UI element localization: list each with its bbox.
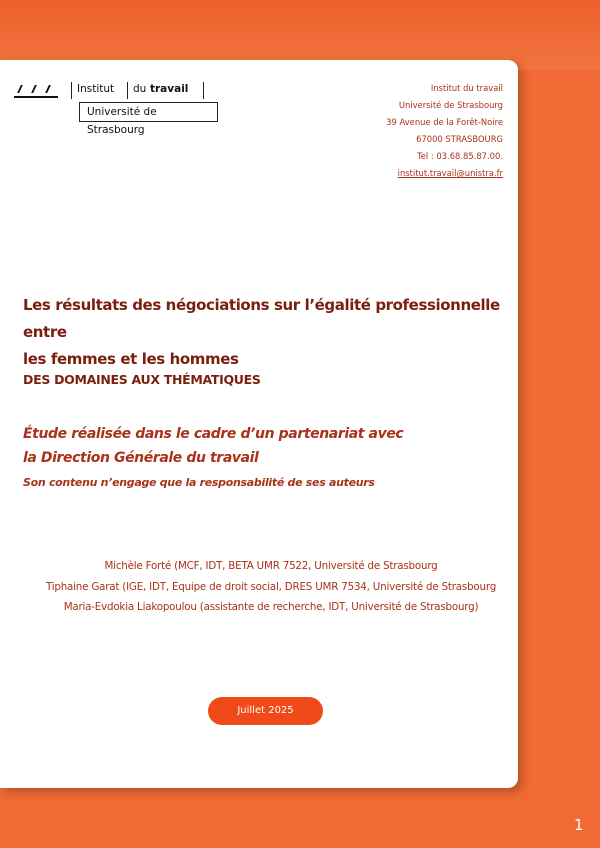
address-line-university: Université de Strasbourg [398,100,503,110]
author-liakopoulou: Maria-Evdokia Liakopoulou (assistante de recherche, IDT, Université de Strasbourg) [63,601,479,613]
address-line-institute: Institut du travail [430,83,503,93]
address-block [386,80,503,182]
institut-logo [13,82,215,136]
author-garat: Tiphaine Garat (IGE, IDT, Equipe de droit social, DRES UMR 7534, Université de Strasbourg [45,580,497,593]
date-badge: Juillet 2025 [208,697,323,725]
document-subtitle: DES DOMAINES AUX THÉMATIQUES [23,372,261,387]
logo-travail-text [127,82,204,99]
logo-universite-text: Université de Strasbourg [79,102,218,122]
address-line-phone: Tel : 03.68.85.87.00. [417,151,503,161]
study-statement [23,422,503,470]
title-line-2: les femmes et les hommes [23,350,239,368]
logo-institut-text: Institut [71,82,127,99]
study-line-2: la Direction Générale du travail [23,450,259,466]
background-bottom [0,780,600,848]
author-forte: Michèle Forté (MCF, IDT, BETA UMR 7522, Université de Strasbourg [104,560,438,572]
disclaimer: Son contenu n’engage que la responsabilité de ses auteurs [23,476,375,489]
logo-emblem-icon [13,82,59,97]
email-link[interactable]: institut.travail@unistra.fr [397,168,503,178]
address-line-street: 39 Avenue de la Forêt-Noire [386,117,503,127]
authors-list [23,556,519,618]
title-line-1: Les résultats des négociations sur l’égalité professionnelle entre [23,296,500,341]
address-line-city: 67000 STRASBOURG [416,134,503,144]
page-number: 1 [574,816,584,834]
study-line-1: Étude réalisée dans le cadre d’un partenariat avec [23,426,404,442]
document-title [23,292,513,373]
logo-travail-word: travail [149,83,189,95]
logo-du-text: du [133,83,147,95]
